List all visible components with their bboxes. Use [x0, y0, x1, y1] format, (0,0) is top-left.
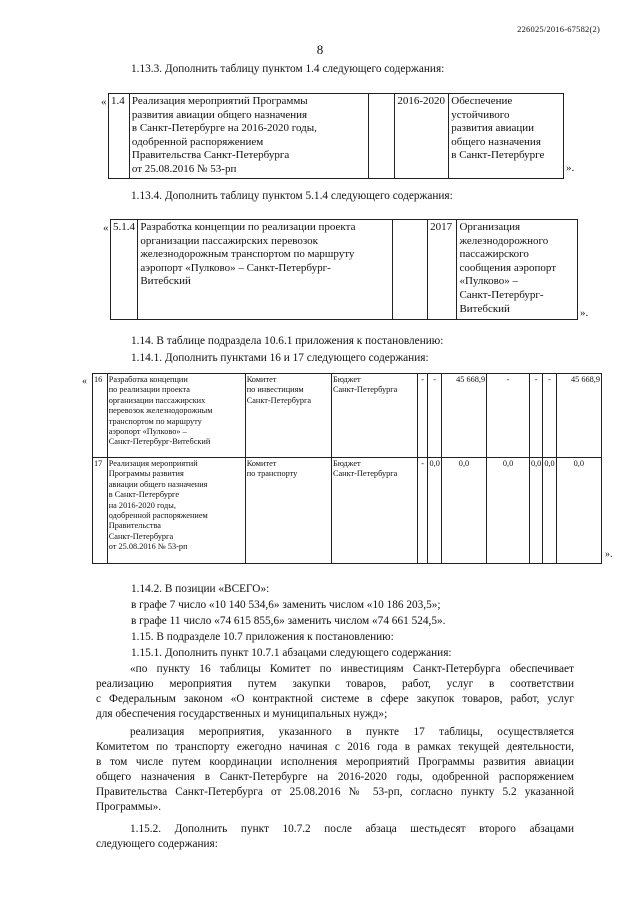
table-cell-source: Бюджет Санкт-Петербурга: [331, 374, 417, 458]
table-cell-value: 0,0: [543, 458, 556, 564]
table-cell-description: Реализация мероприятий Программы развития авиации общего назначения в Санкт-Петербурге на 2016-2020 годы, одобренной распоряжением Правительства Санкт-Петербурга от 25.08.2016 № 53-рп: [107, 458, 245, 564]
table-cell-value: 0,0: [556, 458, 601, 564]
section-heading-3: 1.14. В таблице подраздела 10.6.1 приложения к постановлению:: [131, 335, 444, 347]
table-cell-number: 17: [93, 458, 108, 564]
table-cell-years: 2017: [428, 220, 457, 320]
table-cell-years: 2016-2020: [395, 94, 449, 179]
table-cell-number: 1.4: [109, 94, 130, 179]
table-cell-empty: [392, 220, 427, 320]
table-cell-goal: Обеспечение устойчивого развития авиации общего назначения в Санкт-Петербурге: [449, 94, 564, 179]
table-cell-value: 0,0: [529, 458, 542, 564]
table-cell-value: 45 668,9: [556, 374, 601, 458]
section-heading-2: 1.13.4. Дополнить таблицу пунктом 5.1.4 следующего содержания:: [131, 190, 453, 202]
open-quote: «: [82, 376, 87, 387]
table-budget-rows: [92, 373, 602, 564]
table-item-5-1-4: [110, 219, 578, 320]
close-quote: ».: [566, 162, 575, 174]
page-number: 8: [316, 42, 324, 57]
table-cell-number: 5.1.4: [111, 220, 138, 320]
table-cell-value: -: [428, 374, 441, 458]
table-cell-value: -: [529, 374, 542, 458]
section-heading-1: 1.13.3. Дополнить таблицу пунктом 1.4 следующего содержания:: [131, 63, 445, 75]
text-line: в графе 7 число «10 140 534,6» заменить числом «10 186 203,5»;: [131, 599, 441, 611]
table-row: [93, 458, 602, 564]
table-row: [93, 374, 602, 458]
table-cell-executor: Комитет по транспорту: [245, 458, 331, 564]
table-cell-description: Разработка концепции по реализации проекта организации пассажирских перевозок железнодорожным транспортом по маршруту аэропорт «Пулково» – Санкт-Петербург-Витебский: [107, 374, 245, 458]
table-cell-value: 0,0: [441, 458, 486, 564]
paragraph-item-16: «по пункту 16 таблицы Комитет по инвестициям Санкт-Петербурга обеспечивает реализацию мероприятия путем закупки товаров, работ, услуг в соответствии с Федеральным законом «О контрактной системе в сфере закупок товаров, работ, услуг для обеспечения государственных и муниципальных нужд»;: [96, 663, 574, 720]
paragraph-item-17: реализация мероприятия, указанного в пункте 17 таблицы, осуществляется Комитетом по транспорту ежегодно начиная с 2016 года в рамках текущей деятельности, в том числе путем координации исполнения мероприятий Программы развития авиации общего назначения в Санкт-Петербурге на 2016-2020 годы, одобренной распоряжением Правительства Санкт-Петербурга от 25.08.2016 № 53-рп, согласно пункту 5.2 указанной Программы».: [96, 726, 574, 813]
text-line: в графе 11 число «74 615 855,6» заменить числом «74 661 524,5».: [131, 615, 446, 627]
open-quote: «: [101, 96, 107, 108]
table-cell-value: 45 668,9: [441, 374, 486, 458]
table-cell-value: 0,0: [428, 458, 441, 564]
text-line: 1.14.2. В позиции «ВСЕГО»:: [131, 583, 270, 595]
table-cell-goal: Организация железнодорожного пассажирского сообщения аэропорт «Пулково» – Санкт-Петербург- Витебский: [457, 220, 578, 320]
table-cell-executor: Комитет по инвестициям Санкт-Петербурга: [245, 374, 331, 458]
table-cell-value: -: [543, 374, 556, 458]
paragraph-1-15-2: 1.15.2. Дополнить пункт 10.7.2 после абзаца шестьдесят второго абзацами следующего содержания:: [96, 823, 574, 850]
table-cell-number: 16: [93, 374, 108, 458]
close-quote: ».: [580, 307, 589, 319]
open-quote: «: [103, 222, 109, 234]
table-cell-value: -: [417, 374, 428, 458]
table-cell-empty: [369, 94, 395, 179]
table-cell-value: 0,0: [487, 458, 530, 564]
table-cell-value: -: [487, 374, 530, 458]
text-line: 1.15.1. Дополнить пункт 10.7.1 абзацами следующего содержания:: [131, 647, 452, 659]
section-subheading: 1.14.1. Дополнить пунктами 16 и 17 следующего содержания:: [131, 352, 429, 364]
document-id: 226025/2016-67582(2): [517, 24, 600, 34]
table-cell-source: Бюджет Санкт-Петербурга: [331, 458, 417, 564]
close-quote: ».: [605, 549, 613, 560]
table-cell-description: Разработка концепции по реализации проекта организации пассажирских перевозок железнодорожным транспортом по маршруту аэропорт «Пулково» – Санкт-Петербург- Витебский: [138, 220, 392, 320]
table-cell-value: -: [417, 458, 428, 564]
text-line: 1.15. В подразделе 10.7 приложения к постановлению:: [131, 631, 394, 643]
table-cell-description: Реализация мероприятий Программы развития авиации общего назначения в Санкт-Петербурге на 2016-2020 годы, одобренной распоряжением Правительства Санкт-Петербурга от 25.08.2016 № 53-рп: [129, 94, 368, 179]
table-item-1-4: [108, 93, 564, 179]
